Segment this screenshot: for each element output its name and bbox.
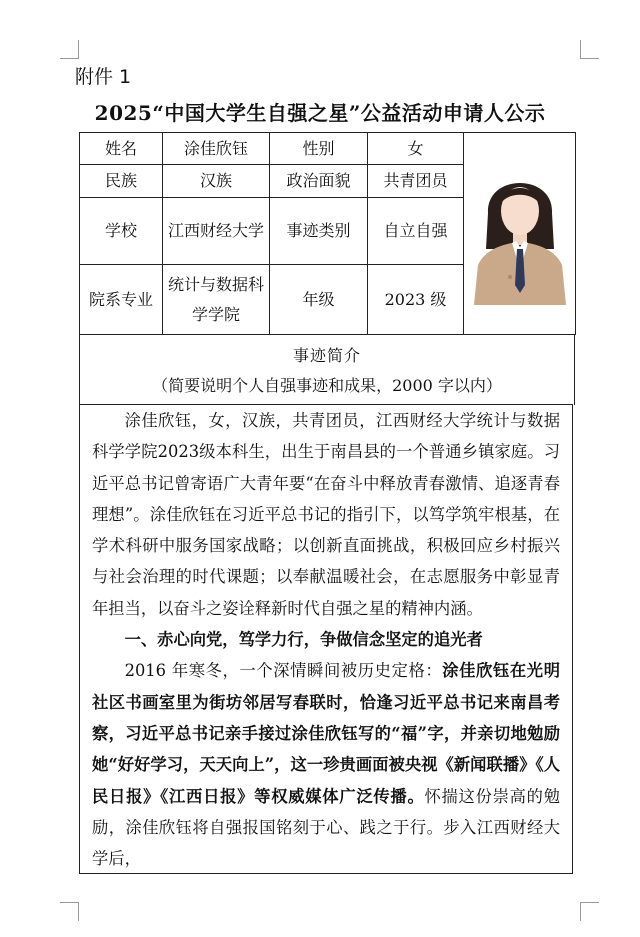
intro-note: （简要说明个人自强事迹和成果，2000 字以内）	[152, 376, 502, 395]
name-label: 姓名	[80, 133, 163, 165]
name-value: 涂佳欣钰	[163, 133, 270, 165]
body-paragraph-1: 涂佳欣钰，女，汉族，共青团员，江西财经大学统计与数据科学学院2023级本科生，出生于南昌县的一个普通乡镇家庭。习近平总书记曾寄语广大青年要“在奋斗中释放青春激情、追逐青春理想”。涂佳欣钰在习近平总书记的指引下，以笃学筑牢根基，在学术科研中服务国家战略；以创新直面挑战，积极回应乡村振兴与社会治理的时代课题；以奉献温暖社会，在志愿服务中彰显青年担当，以奋斗之姿诠释新时代自强之星的精神内涵。	[92, 411, 560, 618]
section-heading-1: 一、赤心向党，笃学力行，争做信念坚定的追光者	[124, 630, 483, 650]
major-value: 统计与数据科学学院	[163, 265, 270, 335]
applicant-info-table	[79, 132, 576, 335]
major-label: 院系专业	[80, 265, 163, 335]
photo-cell	[464, 133, 576, 335]
attachment-label: 附件 1	[75, 66, 132, 88]
category-value: 自立自强	[368, 198, 464, 265]
politics-label: 政治面貌	[270, 165, 368, 198]
gender-label: 性别	[270, 133, 368, 165]
paragraph-2-lead: 2016 年寒冬，一个深情瞬间被历史定格：	[124, 661, 443, 681]
category-label: 事迹类别	[270, 198, 368, 265]
paragraph-2-tail: 怀揣这份崇高的勉励，涂佳欣钰将自强报国铭刻于心、践之于行。步入江西财经大学后，	[92, 786, 560, 869]
school-label: 学校	[80, 198, 163, 265]
crop-mark-bottom-left	[60, 902, 79, 921]
grade-label: 年级	[270, 265, 368, 335]
intro-header	[79, 334, 575, 405]
ethnicity-label: 民族	[80, 165, 163, 198]
deeds-body	[79, 404, 573, 874]
paragraph-2-highlight: 涂佳欣钰在光明社区书画室里为街坊邻居写春联时，恰逢习近平总书记来南昌考察，习近平总书记亲手接过涂佳欣钰写的“福”字，并亲切地勉励她“好好学习，天天向上”，这一珍贵画面被央视《新闻联播》《人民日报》《江西日报》等权威媒体广泛传播。	[92, 661, 560, 806]
document-title: 2025“中国大学生自强之星”公益活动申请人公示	[94, 101, 546, 125]
grade-value: 2023 级	[368, 265, 464, 335]
body-paragraph-2	[92, 655, 560, 874]
school-value: 江西财经大学	[163, 198, 270, 265]
crop-mark-top-left	[60, 40, 79, 59]
intro-heading: 事迹简介	[292, 346, 361, 365]
gender-value: 女	[368, 133, 464, 165]
crop-mark-bottom-right	[580, 902, 599, 921]
applicant-photo	[470, 153, 570, 305]
crop-mark-top-right	[580, 40, 599, 59]
ethnicity-value: 汉族	[163, 165, 270, 198]
politics-value: 共青团员	[368, 165, 464, 198]
